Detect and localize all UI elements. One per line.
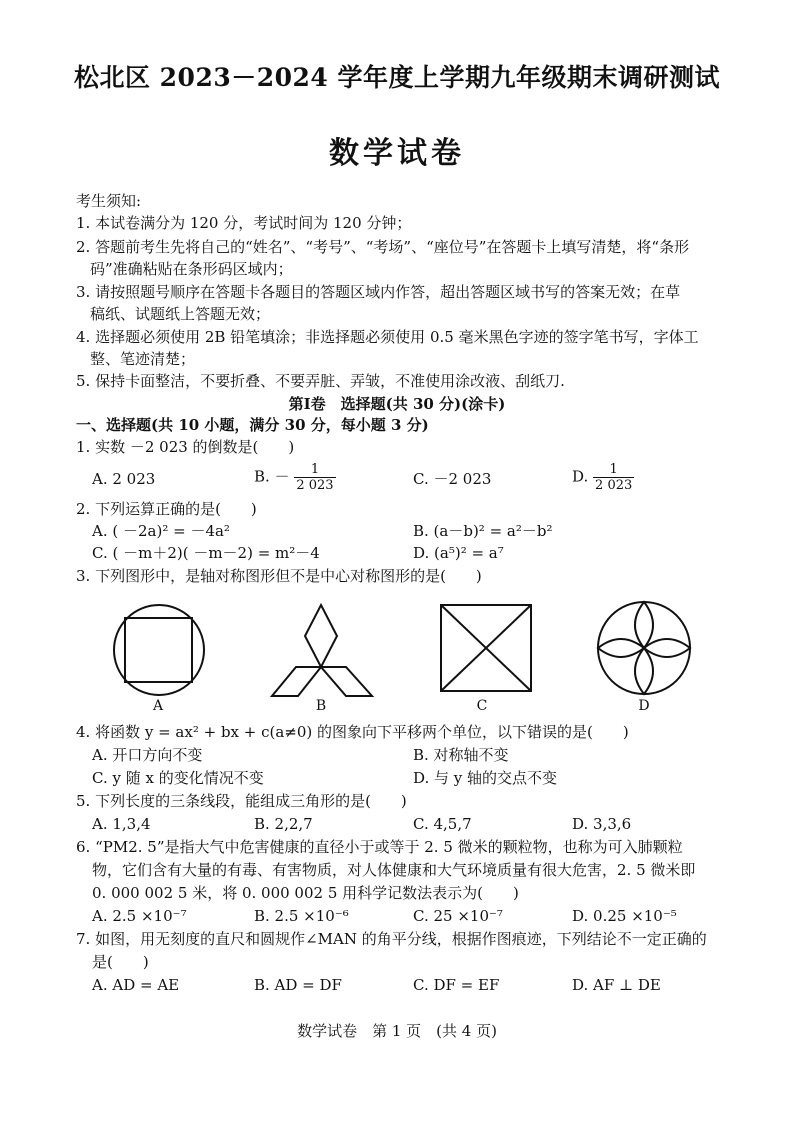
q2-option-b: B. (a－b)² = a²－b² <box>413 522 553 540</box>
q6-option-a: A. 2.5 ×10⁻⁷ <box>92 907 187 925</box>
q1-stem: 1. 实数 －2 023 的倒数是( ) <box>76 438 295 456</box>
figure-d-petal-left <box>598 639 644 657</box>
q1-option-a: A. 2 023 <box>92 470 156 488</box>
q7-option-d: D. AF ⊥ DE <box>572 976 661 994</box>
notice-line-6: 4. 选择题必须使用 2B 铅笔填涂；非选择题必须使用 0.5 毫米黑色字迹的签字笔书写，字体工 <box>76 328 699 346</box>
q1-d-fraction <box>593 462 634 493</box>
q4-stem: 4. 将函数 y = ax² + bx + c(a≠0) 的图象向下平移两个单位，以下错误的是( ) <box>76 723 629 741</box>
notice-line-8: 5. 保持卡面整洁，不要折叠、不要弄脏、弄皱，不准使用涂改液、刮纸刀. <box>76 372 565 390</box>
notice-line-2: 2. 答题前考生先将自己的“姓名”、“考号”、“考场”、“座位号”在答题卡上填写清楚，将“条形 <box>76 238 690 256</box>
q2-option-a: A. ( －2a)² = －4a² <box>92 522 230 540</box>
figure-b-label: B <box>315 698 327 714</box>
q6-line-1: 6. “PM2. 5”是指大气中危害健康的直径小于或等于 2. 5 微米的颗粒物，也称为可入肺颗粒 <box>76 838 683 856</box>
notice-line-4: 3. 请按照题号顺序在答题卡各题目的答题区域内作答，超出答题区域书写的答案无效；在草 <box>76 283 681 301</box>
figure-b-top-rhombus <box>305 605 337 667</box>
q7-option-c: C. DF = EF <box>413 976 500 994</box>
figure-c <box>440 604 532 692</box>
q7-option-a: A. AD = AE <box>92 976 180 994</box>
q5-option-a: A. 1,3,4 <box>92 815 151 833</box>
q2-stem: 2. 下列运算正确的是( ) <box>76 500 257 518</box>
q7-line-1: 7. 如图，用无刻度的直尺和圆规作∠MAN 的角平分线，根据作图痕迹，下列结论不一定正确的 <box>76 930 707 948</box>
figure-d-petal-bottom <box>635 648 653 694</box>
figure-a-square <box>125 618 192 682</box>
q1-b-numerator: 1 <box>294 462 335 478</box>
exam-title: 松北区 2023－2024 学年度上学期九年级期末调研测试 <box>73 63 721 92</box>
figure-a <box>106 604 212 696</box>
q4-option-a: A. 开口方向不变 <box>92 746 203 764</box>
q1-option-c: C. －2 023 <box>413 470 492 488</box>
q1-d-numerator: 1 <box>593 462 634 478</box>
q4-option-b: B. 对称轴不变 <box>413 746 509 764</box>
notice-line-7: 整、笔迹清楚； <box>90 350 196 368</box>
notice-line-3: 码”准确粘贴在条形码区域内； <box>90 260 293 278</box>
q3-stem: 3. 下列图形中，是轴对称图形但不是中心对称图形的是( ) <box>76 567 482 585</box>
paper-subtitle: 数学试卷 <box>329 136 465 171</box>
figure-d-label: D <box>638 698 650 714</box>
q1-d-denominator: 2 023 <box>595 478 633 493</box>
figure-d-petal-top <box>635 602 653 648</box>
q6-line-3: 0. 000 002 5 米，将 0. 000 002 5 用科学记数法表示为( ) <box>92 884 519 902</box>
q6-option-d: D. 0.25 ×10⁻⁵ <box>572 907 677 925</box>
figure-d <box>596 600 692 696</box>
q5-option-c: C. 4,5,7 <box>413 815 472 833</box>
figure-a-label: A <box>152 698 164 714</box>
q7-option-b: B. AD = DF <box>254 976 342 994</box>
q1-b-fraction <box>294 462 335 493</box>
q1-b-prefix: B. － <box>254 467 290 486</box>
notice-line-5: 稿纸、试题纸上答题无效； <box>90 305 271 323</box>
q5-option-d: D. 3,3,6 <box>572 815 632 833</box>
figure-b-left-rhombus <box>272 667 321 696</box>
q2-option-d: D. (a⁵)² = a⁷ <box>413 544 504 562</box>
figure-c-label: C <box>476 698 488 714</box>
q6-line-2: 物，它们含有大量的有毒、有害物质，对人体健康和大气环境质量有很大危害，2. 5 微米即 <box>92 861 696 879</box>
q1-d-prefix: D. <box>572 467 589 486</box>
q2-option-c: C. ( －m＋2)( －m－2) = m²－4 <box>92 544 320 562</box>
q6-option-b: B. 2.5 ×10⁻⁶ <box>254 907 349 925</box>
part-heading: 一、选择题(共 10 小题，满分 30 分，每小题 3 分) <box>76 416 429 434</box>
q7-line-2: 是( ) <box>92 953 149 971</box>
notice-line-1: 1. 本试卷满分为 120 分，考试时间为 120 分钟； <box>76 214 412 232</box>
q1-b-denominator: 2 023 <box>296 478 334 493</box>
page-footer: 数学试卷 第 1 页 (共 4 页) <box>297 1022 497 1040</box>
q5-stem: 5. 下列长度的三条线段，能组成三角形的是( ) <box>76 792 407 810</box>
figure-d-petal-right <box>644 639 690 657</box>
q5-option-b: B. 2,2,7 <box>254 815 313 833</box>
figure-b <box>268 605 378 697</box>
q6-option-c: C. 25 ×10⁻⁷ <box>413 907 503 925</box>
q4-option-d: D. 与 y 轴的交点不变 <box>413 769 558 787</box>
volume-heading: 第Ⅰ卷 选择题(共 30 分)(涂卡) <box>288 395 506 413</box>
q1-option-b <box>254 462 336 493</box>
notice-heading: 考生须知: <box>76 192 142 210</box>
q4-option-c: C. y 随 x 的变化情况不变 <box>92 769 264 787</box>
q1-option-d <box>572 462 634 493</box>
figure-b-right-rhombus <box>321 667 372 696</box>
